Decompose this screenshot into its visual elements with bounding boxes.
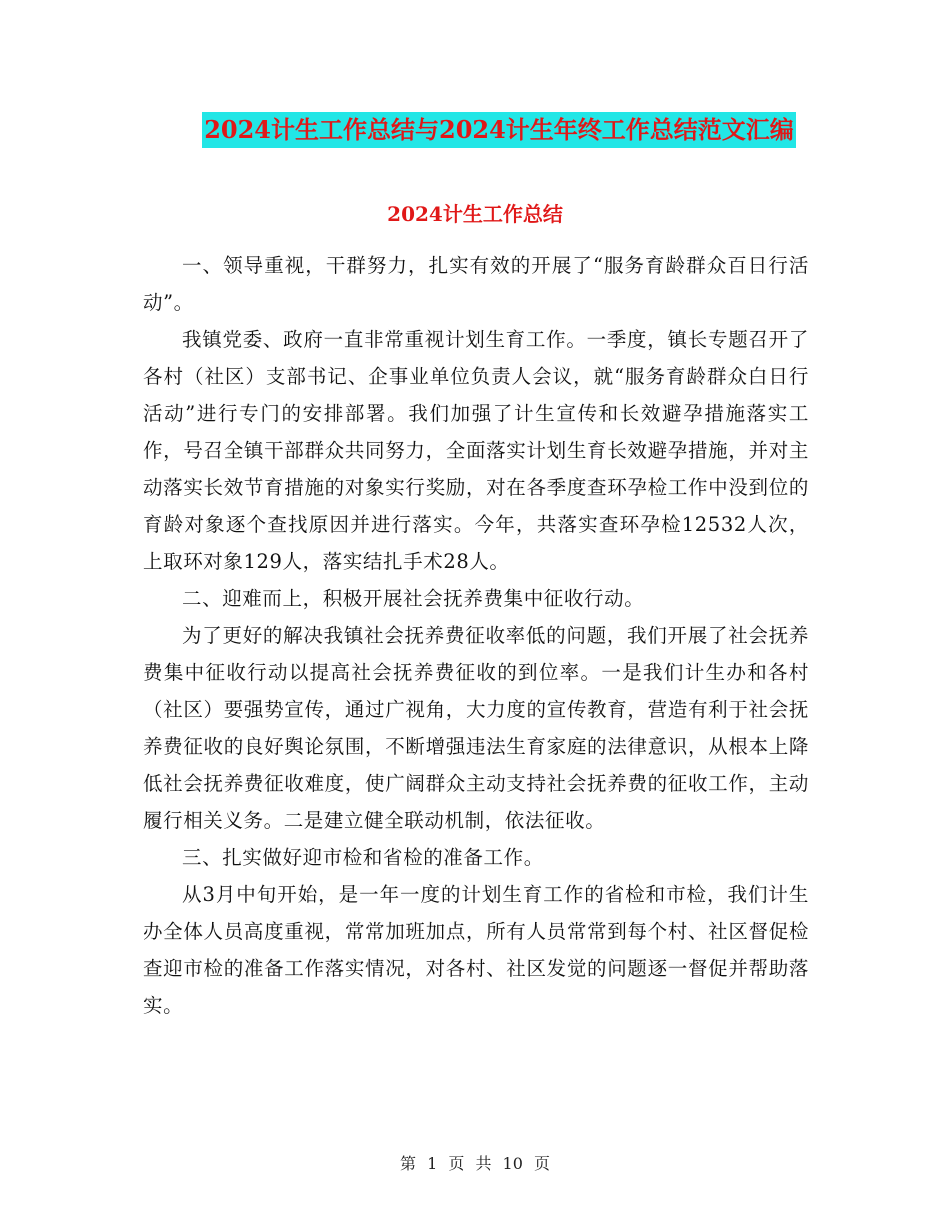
paragraph: 二、迎难而上，积极开展社会抚养费集中征收行动。 [182,587,645,610]
paragraph: 一、领导重视，干群努力，扎实有效的开展了“服务育龄群众百日行活动”。 [143,254,809,314]
page-footer: 第 1 页 共 10 页 [400,1154,550,1173]
paragraph: 三、扎实做好迎市检和省检的准备工作。 [182,846,544,869]
document-title: 2024计生工作总结与2024计生年终工作总结范文汇编 [202,112,796,148]
document-body [143,247,809,1024]
paragraph: 为了更好的解决我镇社会抚养费征收率低的问题，我们开展了社会抚养费集中征收行动以提高社会抚养费征收的到位率。一是我们计生办和各村（社区）要强势宣传，通过广视角，大力度的宣传教育，营造有利于社会抚养费征收的良好舆论氛围，不断增强违法生育家庭的法律意识，从根本上降低社会抚养费征收难度，使广阔群众主动支持社会抚养费的征收工作，主动履行相关义务。二是建立健全联动机制，依法征收。 [143,624,809,832]
paragraph: 我镇党委、政府一直非常重视计划生育工作。一季度，镇长专题召开了各村（社区）支部书记、企事业单位负责人会议，就“服务育龄群众白日行活动”进行专门的安排部署。我们加强了计生宣传和长效避孕措施落实工作，号召全镇干部群众共同努力，全面落实计划生育长效避孕措施，并对主动落实长效节育措施的对象实行奖励，对在各季度查环孕检工作中没到位的育龄对象逐个查找原因并进行落实。今年，共落实查环孕检12532人次，上取环对象129人，落实结扎手术28人。 [143,328,809,573]
section-title: 2024计生工作总结 [387,202,563,226]
paragraph: 从3月中旬开始，是一年一度的计划生育工作的省检和市检，我们计生办全体人员高度重视，常常加班加点，所有人员常常到每个村、社区督促检查迎市检的准备工作落实情况，对各村、社区发觉的问题逐一督促并帮助落实。 [143,883,809,1017]
document-title-container [0,112,950,148]
